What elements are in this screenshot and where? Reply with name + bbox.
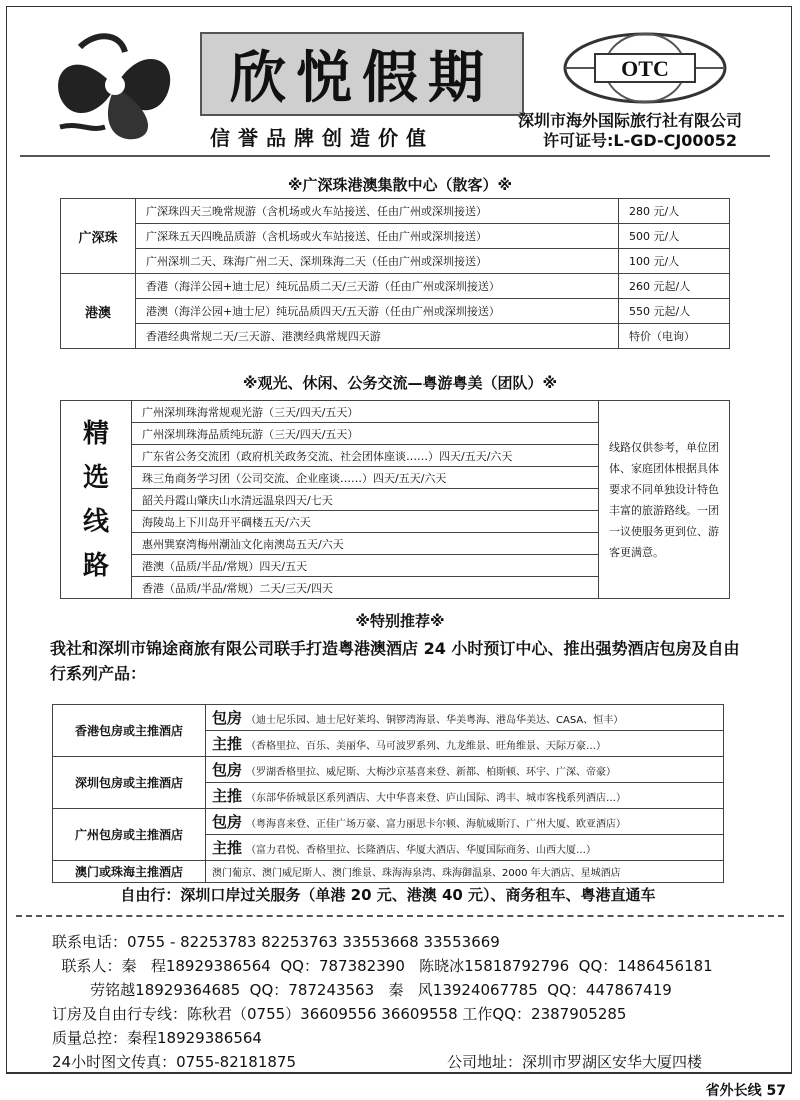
region-label: 港澳 xyxy=(61,274,136,349)
company-name: 深圳市海外国际旅行社有限公司 xyxy=(517,111,742,130)
scattered-tour-table xyxy=(60,198,730,349)
dashed-divider xyxy=(16,915,784,917)
otc-text: OTC xyxy=(621,56,669,81)
zhutui-keyword: 主推 xyxy=(212,735,243,753)
baofang-list: （粤海喜来登、正佳广场万豪、富力丽思卡尔顿、海航威斯汀、广州大厦、欧亚酒店） xyxy=(246,819,627,830)
brand-name: 欣悦假期 xyxy=(200,32,524,116)
section3-title: ※特别推荐※ xyxy=(355,612,445,630)
license-number: 许可证号:L-GD-CJ00052 xyxy=(543,131,737,150)
address-line: 公司地址：深圳市罗湖区安华大厦四楼 xyxy=(446,1053,702,1071)
route-cell: 港澳（海洋公园+迪士尼）纯玩品质四天/五天游（任由广州或深圳接送） xyxy=(136,299,619,324)
slogan: 信誉品牌创造价值 xyxy=(210,126,434,150)
flower-logo-icon xyxy=(40,27,190,147)
zhutui-cell xyxy=(206,731,724,757)
contact-block xyxy=(52,930,782,1074)
otc-globe-logo-icon xyxy=(560,30,730,110)
zhutui-list: （香格里拉、百乐、美丽华、马可波罗系列、九龙维景、旺角维景、天际万豪…） xyxy=(246,741,607,752)
price-cell: 260 元起/人 xyxy=(619,274,730,299)
contact-person: 劳铭越18929364685 QQ：787243563 秦 风13924067785 QQ：447867419 xyxy=(52,981,672,999)
baofang-cell xyxy=(206,809,724,835)
table-row xyxy=(53,861,724,883)
table-row xyxy=(61,324,730,349)
fax-address-row xyxy=(52,1050,702,1074)
hotel-category: 香港包房或主推酒店 xyxy=(53,705,206,757)
label-char: 路 xyxy=(82,550,109,581)
hotel-intro xyxy=(50,636,750,686)
price-cell: 100 元/人 xyxy=(619,249,730,274)
route-cell: 广州深圳珠海品质纯玩游（三天/四天/五天） xyxy=(132,423,599,445)
featured-routes-label xyxy=(61,401,132,599)
table-row xyxy=(61,401,730,423)
price-cell: 500 元/人 xyxy=(619,224,730,249)
contact-phone: 联系电话：0755 - 82253783 82253763 33553668 33553669 xyxy=(52,933,500,951)
intro-text: 、推出强势酒店包房及自由行系列产品： xyxy=(50,639,740,683)
free-travel-line: 自由行：深圳口岸过关服务（单港 20 元、港澳 40 元）、商务租车、粤港直通车 xyxy=(120,886,656,904)
baofang-keyword: 包房 xyxy=(212,709,243,727)
hotel-category: 广州包房或主推酒店 xyxy=(53,809,206,861)
route-note: 线路仅供参考，单位团体、家庭团体根据具体要求不同单独设计特色丰富的旅游路线。一团一议使服务更到位、游客更满意。 xyxy=(599,401,730,599)
route-cell: 广州深圳二天、珠海广州二天、深圳珠海二天（任由广州或深圳接送） xyxy=(136,249,619,274)
label-char: 线 xyxy=(82,506,109,537)
table-row xyxy=(61,274,730,299)
baofang-list: （罗湖香格里拉、威尼斯、大梅沙京基喜来登、新都、柏斯顿、环宇、广深、帝豪） xyxy=(246,767,617,778)
zhutui-list: （东部华侨城景区系列酒店、大中华喜来登、庐山国际、鸿丰、城市客栈系列酒店…） xyxy=(246,793,627,804)
header xyxy=(40,22,760,162)
table-row xyxy=(53,705,724,731)
bottom-divider xyxy=(6,1072,792,1073)
table-row xyxy=(61,199,730,224)
intro-highlight: 粤港澳酒店 24 小时预订中心 xyxy=(338,639,548,658)
baofang-cell xyxy=(206,757,724,783)
route-cell: 广州深圳珠海常规观光游（三天/四天/五天） xyxy=(132,401,599,423)
hotel-category: 深圳包房或主推酒店 xyxy=(53,757,206,809)
quality-control: 质量总控：秦程18929386564 xyxy=(52,1029,262,1047)
group-tour-table xyxy=(60,400,730,599)
baofang-keyword: 包房 xyxy=(212,813,243,831)
header-divider xyxy=(20,155,770,157)
page-footer: 省外长线 57 xyxy=(705,1083,786,1099)
price-cell: 特价（电询） xyxy=(619,324,730,349)
contact-person: 联系人：秦 程18929386564 QQ：787382390 陈晓冰15818792796 QQ：1486456181 xyxy=(52,957,713,975)
route-cell: 珠三角商务学习团（公司交流、企业座谈……）四天/五天/六天 xyxy=(132,467,599,489)
table-row xyxy=(61,299,730,324)
route-cell: 惠州巽寮湾梅州潮汕文化南澳岛五天/六天 xyxy=(132,533,599,555)
route-cell: 广深珠四天三晚常规游（含机场或火车站接送、任由广州或深圳接送） xyxy=(136,199,619,224)
route-cell: 香港（海洋公园+迪士尼）纯玩品质二天/三天游（任由广州或深圳接送） xyxy=(136,274,619,299)
table-row xyxy=(53,809,724,835)
label-char: 精 xyxy=(82,418,109,449)
baofang-keyword: 包房 xyxy=(212,761,243,779)
macau-hotels: 澳门葡京、澳门威尼斯人、澳门维景、珠海海泉湾、珠海御温泉、2000 年大酒店、星城酒店 xyxy=(206,861,724,883)
route-cell: 广东省公务交流团（政府机关政务交流、社会团体座谈……）四天/五天/六天 xyxy=(132,445,599,467)
table-row xyxy=(61,249,730,274)
section2-title: ※观光、休闲、公务交流—粤游粤美（团队）※ xyxy=(242,374,558,392)
baofang-list: （迪士尼乐园、迪士尼好莱坞、铜锣湾海景、华美粤海、港岛华美达、CASA、恒丰） xyxy=(246,715,624,726)
zhutui-keyword: 主推 xyxy=(212,839,243,857)
hotel-category: 澳门或珠海主推酒店 xyxy=(53,861,206,883)
table-row xyxy=(53,757,724,783)
route-cell: 港澳（品质/半品/常规）四天/五天 xyxy=(132,555,599,577)
route-cell: 韶关丹霞山肇庆山水清远温泉四天/七天 xyxy=(132,489,599,511)
label-char: 选 xyxy=(82,462,109,493)
hotel-table xyxy=(52,704,724,883)
fax-line: 24小时图文传真：0755-82181875 xyxy=(52,1053,297,1071)
section1-title: ※广深珠港澳集散中心（散客）※ xyxy=(287,176,513,194)
price-cell: 550 元起/人 xyxy=(619,299,730,324)
route-cell: 香港（品质/半品/常规）二天/三天/四天 xyxy=(132,577,599,599)
route-cell: 广深珠五天四晚品质游（含机场或火车站接送、任由广州或深圳接送） xyxy=(136,224,619,249)
intro-text: 我社和深圳市锦途商旅有限公司联手打造 xyxy=(50,639,339,658)
zhutui-cell xyxy=(206,835,724,861)
zhutui-keyword: 主推 xyxy=(212,787,243,805)
zhutui-list: （富力君悦、香格里拉、长隆酒店、华厦大酒店、华厦国际商务、山西大厦…） xyxy=(246,845,597,856)
region-label: 广深珠 xyxy=(61,199,136,274)
price-cell: 280 元/人 xyxy=(619,199,730,224)
zhutui-cell xyxy=(206,783,724,809)
route-cell: 香港经典常规二天/三天游、港澳经典常规四天游 xyxy=(136,324,619,349)
route-cell: 海陵岛上下川岛开平碉楼五天/六天 xyxy=(132,511,599,533)
booking-line: 订房及自由行专线：陈秋君（0755）36609556 36609558 工作QQ：2387905285 xyxy=(52,1005,627,1023)
table-row xyxy=(61,224,730,249)
baofang-cell xyxy=(206,705,724,731)
